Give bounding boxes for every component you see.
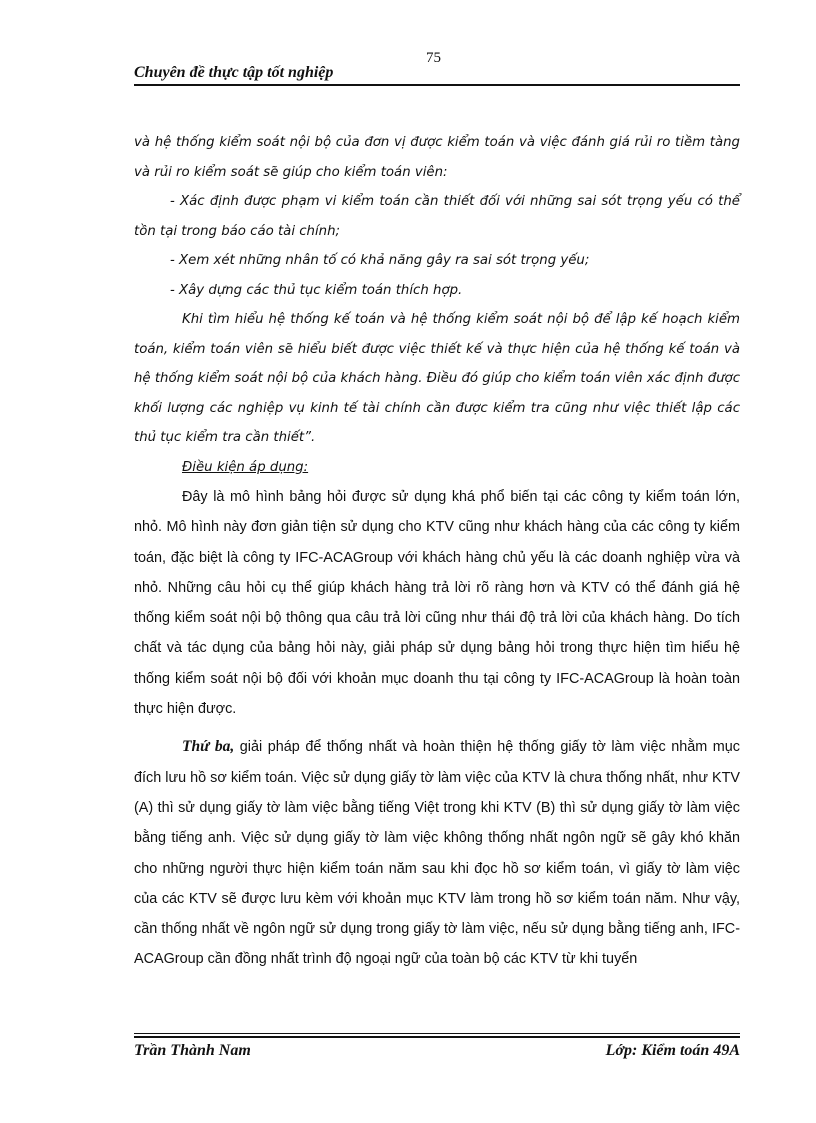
page-number: 75 xyxy=(426,50,441,66)
section-subheading: Điều kiện áp dụng: xyxy=(182,459,309,475)
paragraph-lead-term: Thứ ba, xyxy=(182,738,235,756)
paragraph-third-solution xyxy=(134,732,740,974)
bullet-item: - Xác định được phạm vi kiểm toán cần thiết đối với những sai sót trọng yếu có thể tồn tại trong báo cáo tài chính; xyxy=(134,194,740,239)
footer-author: Trần Thành Nam xyxy=(134,1042,251,1059)
footer-divider-thin xyxy=(134,1033,740,1034)
bullet-item: - Xem xét những nhân tố có khả năng gây ra sai sót trọng yếu; xyxy=(170,253,590,268)
page-body xyxy=(134,128,740,975)
bullet-item: - Xây dựng các thủ tục kiểm toán thích hợp. xyxy=(170,282,463,298)
paragraph-text: giải pháp để thống nhất và hoàn thiện hệ thống giấy tờ làm việc nhằm mục đích lưu hồ sơ kiểm toán. Việc sử dụng giấy tờ làm việc của KTV là chưa thống nhất, như KTV (A) thì sử dụng giấy tờ làm việc bằng tiếng Việt trong khi KTV (B) thì sử dụng giấy tờ làm việc bằng tiếng anh. Việc sử dụng giấy tờ làm việc không thống nhất ngôn ngữ sẽ gây khó khăn cho những người thực hiện kiểm toán năm sau khi đọc hồ sơ kiểm toán, vì giấy tờ làm việc của các KTV sẽ được lưu kèm với khoản mục KTV làm trong hồ sơ kiểm toán năm. Như vậy, cần thống nhất về ngôn ngữ sử dụng trong giấy tờ làm việc, nếu sử dụng bằng tiếng anh, IFC-ACAGroup cần đồng nhất trình độ ngoại ngữ của toàn bộ các KTV từ khi tuyển xyxy=(134,739,740,968)
document-header-title: Chuyên đề thực tập tốt nghiệp xyxy=(134,64,334,81)
footer-divider-thick xyxy=(134,1036,740,1038)
paragraph-conditions: Đây là mô hình bảng hỏi được sử dụng khá phổ biến tại các công ty kiểm toán lớn, nhỏ. Mô hình này đơn giản tiện sử dụng cho KTV cũng như khách hàng của các công ty kiểm toán, đặc biệt là công ty IFC-ACAGroup với khách hàng chủ yếu là các doanh nghiệp vừa và nhỏ. Những câu hỏi cụ thể giúp khách hàng trả lời rõ ràng hơn và KTV có thể đánh giá hệ thống kiểm soát nội bộ thông qua câu trả lời cũng như thái độ trả lời của khách hàng. Do tích chất và tác dụng của bảng hỏi này, giải pháp sử dụng bảng hỏi trong thực hiện tìm hiểu hệ thống kiểm soát nội bộ đối với khoản mục doanh thu tại công ty IFC-ACAGroup là hoàn toàn thực hiện được. xyxy=(134,489,740,718)
header-divider xyxy=(134,84,740,86)
footer-class: Lớp: Kiểm toán 49A xyxy=(605,1042,740,1059)
paragraph-intro: và hệ thống kiểm soát nội bộ của đơn vị được kiểm toán và việc đánh giá rủi ro tiềm tàng và rủi ro kiểm soát sẽ giúp cho kiểm toán viên: xyxy=(134,135,740,180)
paragraph-accounting-system: Khi tìm hiểu hệ thống kế toán và hệ thống kiểm soát nội bộ để lập kế hoạch kiểm toán, kiểm toán viên sẽ hiểu biết được việc thiết kế và thực hiện của hệ thống kế toán và hệ thống kiểm soát nội bộ của khách hàng. Điều đó giúp cho kiểm toán viên xác định được khối lượng các nghiệp vụ kinh tế tài chính cần được kiểm tra cũng như việc thiết lập các thủ tục kiểm tra cần thiết”. xyxy=(134,312,741,445)
